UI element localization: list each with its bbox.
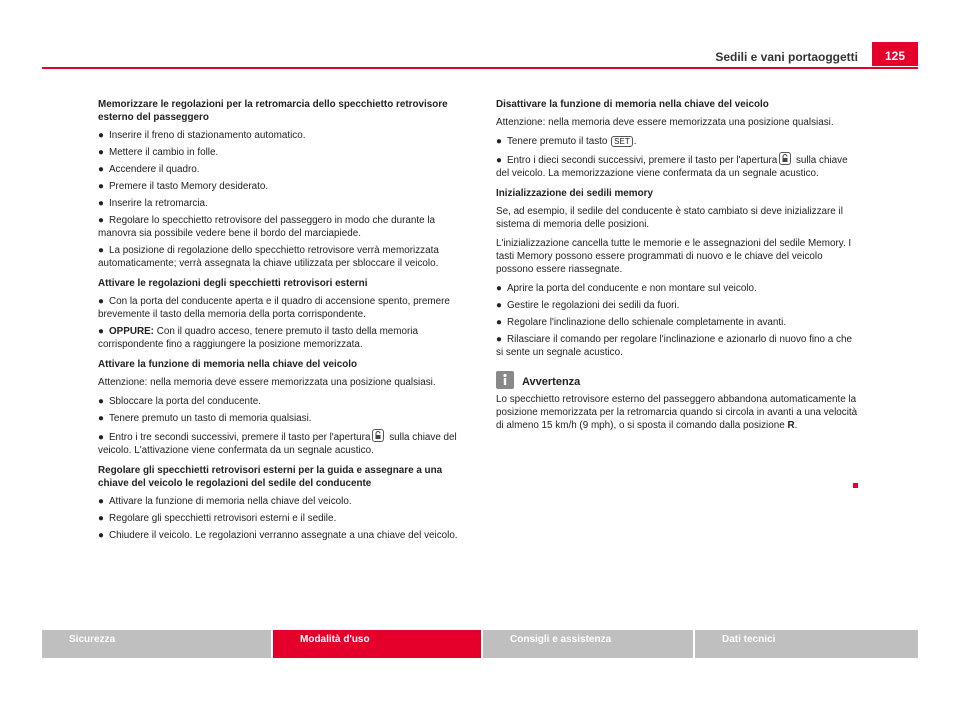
list-item (98, 412, 466, 425)
bullet-dot: ● (98, 530, 104, 541)
list-item-text: Inserire la retromarcia. (108, 198, 208, 209)
list-item (98, 512, 466, 525)
note-text-body: Lo specchietto retrovisore esterno del passeggero abbandona automaticamente la posizione memorizzata per la retromarcia quando si circola in avanti a una velocità di almeno 15 km/h (9 mph), o si sposta il comando dalla posizione (496, 394, 858, 431)
left-column (98, 98, 466, 546)
bullet-dot: ● (496, 300, 502, 311)
bullet-dot: ● (98, 496, 104, 507)
list-item-text: Aprire la porta del conducente e non montare sul veicolo. (506, 283, 757, 294)
list-item (496, 299, 858, 312)
list-item-text: Tenere premuto il tasto (506, 136, 608, 147)
bullet-dot: ● (496, 283, 502, 294)
list-item-text: La posizione di regolazione dello specchietto retrovisore verrà memorizzata automaticamente; verrà assegnata la chiave utilizzata per sbloccare il veicolo. (98, 245, 439, 269)
bullet-dot: ● (98, 432, 104, 443)
bullet-dot: ● (98, 326, 104, 337)
bullet-dot: ● (98, 215, 104, 226)
bullet-dot: ● (98, 396, 104, 407)
footer-tab-modalita-uso[interactable]: Modalità d'uso (273, 630, 481, 658)
list-item (98, 180, 466, 193)
paragraph: L'inizializzazione cancella tutte le memorie e le assegnazioni del sedile Memory. I tasti Memory possono essere programmati di nuovo e le chiave del veicolo possono essere riassegnate. (496, 238, 852, 275)
right-column (496, 98, 858, 437)
bullet-dot: ● (98, 296, 104, 307)
unlock-key-icon (779, 152, 791, 165)
bullet-list (98, 129, 466, 270)
intro-text: Attenzione: nella memoria deve essere memorizzata una posizione qualsiasi. (496, 117, 834, 128)
paragraph: Se, ad esempio, il sedile del conducente è stato cambiato si deve inizializzare il sistema di memoria delle posizioni. (496, 206, 843, 230)
bullet-dot: ● (98, 513, 104, 524)
section-heading: Regolare gli specchietti retrovisori esterni per la guida e assegnare a una chiave del veicolo le regolazioni del sedile del conducente (98, 465, 443, 489)
bullet-dot: ● (496, 334, 502, 345)
list-item (496, 282, 858, 295)
list-item-text: Premere il tasto Memory desiderato. (108, 181, 269, 192)
note-box (496, 369, 858, 432)
footer-tab-dati-tecnici[interactable]: Dati tecnici (695, 630, 918, 658)
header-rule (42, 67, 918, 69)
list-item-text: Attivare la funzione di memoria nella chiave del veicolo. (108, 496, 352, 507)
note-text-end: . (794, 420, 798, 431)
gear-position-r: R (787, 420, 795, 431)
info-note-icon (496, 371, 514, 389)
bullet-dot: ● (98, 147, 104, 158)
bullet-dot: ● (98, 198, 104, 209)
list-item-text: sulla chiave del veicolo. L'attivazione viene confermata da un segnale acustico. (98, 432, 457, 456)
list-item (98, 244, 466, 270)
list-item (98, 325, 466, 351)
page-number: 125 (872, 42, 918, 66)
note-title: Avvertenza (522, 376, 581, 388)
list-item (496, 152, 858, 180)
list-item-text: Regolare lo specchietto retrovisore del passeggero in modo che durante la manovra sia possibile vedere bene il bordo del marciapiede. (98, 215, 436, 239)
note-text (496, 393, 858, 432)
bullet-dot: ● (496, 155, 502, 166)
list-item-text: Tenere premuto un tasto di memoria qualsiasi. (108, 413, 312, 424)
list-item-text: Chiudere il veicolo. Le regolazioni verranno assegnate a una chiave del veicolo. (108, 530, 458, 541)
list-item-text: . (633, 136, 637, 147)
list-item (98, 295, 466, 321)
list-item (98, 146, 466, 159)
list-item-text: Regolare gli specchietti retrovisori esterni e il sedile. (108, 513, 337, 524)
unlock-key-icon (372, 429, 384, 442)
footer-nav (42, 630, 918, 658)
list-item (496, 316, 858, 329)
section-heading: Inizializzazione dei sedili memory (496, 188, 653, 199)
list-item-text: Mettere il cambio in folle. (108, 147, 219, 158)
list-item-text: Con il quadro acceso, tenere premuto il tasto della memoria corrispondente fino a raggiungere la posizione memorizzata. (98, 326, 418, 350)
running-header-title: Sedili e vani portaoggetti (715, 50, 858, 64)
bullet-dot: ● (98, 245, 104, 256)
list-item (98, 395, 466, 408)
list-item-text: Inserire il freno di stazionamento automatico. (108, 130, 306, 141)
list-item-text: Rilasciare il comando per regolare l'inclinazione e azionarlo di nuovo fino a che si sente un segnale acustico. (496, 334, 852, 358)
section-heading: Attivare la funzione di memoria nella chiave del veicolo (98, 359, 358, 370)
list-item-text: Regolare l'inclinazione dello schienale completamente in avanti. (506, 317, 787, 328)
list-item-text: sulla chiave del veicolo. La memorizzazione viene confermata da un segnale acustico. (496, 155, 848, 179)
set-key-symbol: SET (611, 136, 633, 147)
bullet-dot: ● (98, 130, 104, 141)
list-item-text: Gestire le regolazioni dei sedili da fuori. (506, 300, 680, 311)
list-item (98, 163, 466, 176)
note-header (496, 369, 858, 389)
list-item (496, 333, 858, 359)
section-heading: Memorizzare le regolazioni per la retromarcia dello specchietto retrovisore esterno del passeggero (98, 99, 448, 123)
bullet-dot: ● (98, 164, 104, 175)
list-item (98, 197, 466, 210)
bullet-dot: ● (496, 317, 502, 328)
bullet-dot: ● (98, 181, 104, 192)
bullet-dot: ● (98, 413, 104, 424)
list-item-text: Con la porta del conducente aperta e il quadro di accensione spento, premere brevemente il tasto della memoria della porta corrispondente. (98, 296, 450, 320)
list-item (98, 129, 466, 142)
section-heading: Disattivare la funzione di memoria nella chiave del veicolo (496, 99, 769, 110)
list-item (98, 529, 466, 542)
footer-tab-sicurezza[interactable]: Sicurezza (42, 630, 271, 658)
list-item (98, 495, 466, 508)
list-item (98, 429, 466, 457)
list-item-text: Accendere il quadro. (108, 164, 200, 175)
bullet-dot: ● (496, 136, 502, 147)
intro-text: Attenzione: nella memoria deve essere memorizzata una posizione qualsiasi. (98, 377, 436, 388)
oppure-label: OPPURE: (108, 326, 154, 337)
list-item-text: Entro i dieci secondi successivi, premere il tasto per l'apertura (506, 155, 778, 166)
list-item (496, 135, 858, 148)
footer-tab-consigli[interactable]: Consigli e assistenza (483, 630, 693, 658)
list-item (98, 214, 466, 240)
section-end-marker (853, 483, 858, 488)
list-item-text: Sbloccare la porta del conducente. (108, 396, 262, 407)
list-item-text: Entro i tre secondi successivi, premere il tasto per l'apertura (108, 432, 371, 443)
section-heading: Attivare le regolazioni degli specchietti retrovisori esterni (98, 278, 368, 289)
